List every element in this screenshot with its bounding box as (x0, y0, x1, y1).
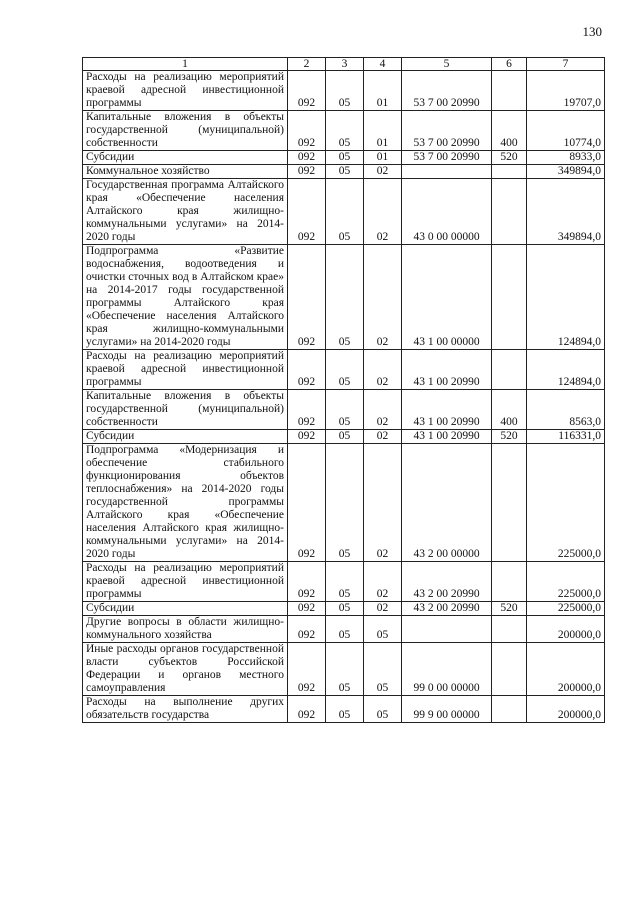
expense-type-code: 520 (492, 602, 527, 616)
column-header: 6 (492, 58, 527, 71)
target-code: 43 2 00 00000 (402, 444, 492, 562)
row-name: Подпрограмма «Модернизация и обеспечение стабильного функционирования объектов теплоснабжения» на 2014-2020 годы государственной программы Алтайского края «Обеспечение населения Алтайского края жилищно-коммунальными услугами» на 2014-2020 годы (83, 444, 288, 562)
expense-type-code (492, 71, 527, 111)
target-code: 99 0 00 00000 (402, 643, 492, 696)
section-code: 05 (326, 151, 364, 165)
amount-value: 8563,0 (527, 390, 605, 430)
target-code (402, 616, 492, 643)
expense-type-code: 520 (492, 151, 527, 165)
section-code: 05 (326, 350, 364, 390)
amount-value: 124894,0 (527, 350, 605, 390)
section-code: 05 (326, 616, 364, 643)
row-name: Субсидии (83, 151, 288, 165)
subsection-code: 02 (364, 179, 402, 245)
expense-type-code: 400 (492, 390, 527, 430)
target-code: 43 2 00 20990 (402, 602, 492, 616)
subsection-code: 02 (364, 245, 402, 350)
table-row (83, 179, 605, 245)
target-code: 53 7 00 20990 (402, 151, 492, 165)
row-name: Иные расходы органов государственной власти субъектов Российской Федерации и органов местного самоуправления (83, 643, 288, 696)
amount-value: 200000,0 (527, 616, 605, 643)
subsection-code: 01 (364, 111, 402, 151)
section-code: 05 (326, 390, 364, 430)
subsection-code: 01 (364, 151, 402, 165)
table-row (83, 151, 605, 165)
section-code: 05 (326, 696, 364, 723)
ministry-code: 092 (288, 430, 326, 444)
table-row (83, 602, 605, 616)
target-code: 53 7 00 20990 (402, 71, 492, 111)
table-row (83, 444, 605, 562)
table-row (83, 245, 605, 350)
section-code: 05 (326, 179, 364, 245)
row-name: Другие вопросы в области жилищно-коммунального хозяйства (83, 616, 288, 643)
table-row (83, 71, 605, 111)
expense-type-code (492, 696, 527, 723)
ministry-code: 092 (288, 245, 326, 350)
amount-value: 349894,0 (527, 179, 605, 245)
row-name: Коммунальное хозяйство (83, 165, 288, 179)
table-row (83, 111, 605, 151)
target-code: 43 1 00 20990 (402, 430, 492, 444)
amount-value: 124894,0 (527, 245, 605, 350)
budget-table (82, 57, 605, 723)
ministry-code: 092 (288, 562, 326, 602)
section-code: 05 (326, 165, 364, 179)
subsection-code: 02 (364, 350, 402, 390)
target-code (402, 165, 492, 179)
table-row (83, 562, 605, 602)
table-row (83, 616, 605, 643)
table-header-row (83, 58, 605, 71)
column-header: 3 (326, 58, 364, 71)
table-row (83, 350, 605, 390)
expense-type-code (492, 245, 527, 350)
ministry-code: 092 (288, 350, 326, 390)
target-code: 43 1 00 00000 (402, 245, 492, 350)
section-code: 05 (326, 71, 364, 111)
amount-value: 225000,0 (527, 602, 605, 616)
subsection-code: 05 (364, 616, 402, 643)
amount-value: 10774,0 (527, 111, 605, 151)
section-code: 05 (326, 562, 364, 602)
section-code: 05 (326, 444, 364, 562)
target-code: 43 2 00 20990 (402, 562, 492, 602)
row-name: Капитальные вложения в объекты государственной (муниципальной) собственности (83, 390, 288, 430)
amount-value: 200000,0 (527, 643, 605, 696)
expense-type-code (492, 643, 527, 696)
subsection-code: 02 (364, 390, 402, 430)
expense-type-code (492, 179, 527, 245)
row-name: Государственная программа Алтайского края «Обеспечение населения Алтайского края жилищно-коммунальными услугами» на 2014-2020 годы (83, 179, 288, 245)
column-header: 5 (402, 58, 492, 71)
row-name: Расходы на реализацию мероприятий краевой адресной инвестиционной программы (83, 350, 288, 390)
target-code: 43 0 00 00000 (402, 179, 492, 245)
subsection-code: 02 (364, 602, 402, 616)
amount-value: 349894,0 (527, 165, 605, 179)
subsection-code: 01 (364, 71, 402, 111)
subsection-code: 05 (364, 696, 402, 723)
amount-value: 116331,0 (527, 430, 605, 444)
ministry-code: 092 (288, 390, 326, 430)
row-name: Расходы на реализацию мероприятий краевой адресной инвестиционной программы (83, 562, 288, 602)
column-header: 2 (288, 58, 326, 71)
expense-type-code (492, 562, 527, 602)
expense-type-code: 520 (492, 430, 527, 444)
ministry-code: 092 (288, 179, 326, 245)
expense-type-code (492, 165, 527, 179)
ministry-code: 092 (288, 71, 326, 111)
column-header: 4 (364, 58, 402, 71)
subsection-code: 05 (364, 643, 402, 696)
table-row (83, 643, 605, 696)
expense-type-code (492, 616, 527, 643)
table-row (83, 696, 605, 723)
column-header: 1 (83, 58, 288, 71)
page-number: 130 (582, 24, 602, 39)
amount-value: 225000,0 (527, 562, 605, 602)
target-code: 99 9 00 00000 (402, 696, 492, 723)
row-name: Капитальные вложения в объекты государственной (муниципальной) собственности (83, 111, 288, 151)
ministry-code: 092 (288, 151, 326, 165)
table-row (83, 390, 605, 430)
ministry-code: 092 (288, 643, 326, 696)
expense-type-code (492, 444, 527, 562)
row-name: Субсидии (83, 430, 288, 444)
subsection-code: 02 (364, 444, 402, 562)
section-code: 05 (326, 602, 364, 616)
section-code: 05 (326, 111, 364, 151)
expense-type-code (492, 350, 527, 390)
ministry-code: 092 (288, 165, 326, 179)
target-code: 43 1 00 20990 (402, 350, 492, 390)
section-code: 05 (326, 643, 364, 696)
row-name: Подпрограмма «Развитие водоснабжения, водоотведения и очистки сточных вод в Алтайском крае» на 2014-2017 годы государственной программы Алтайского края «Обеспечение населения Алтайского края жилищно-коммунальными услугами» на 2014-2020 годы (83, 245, 288, 350)
ministry-code: 092 (288, 444, 326, 562)
column-header: 7 (527, 58, 605, 71)
section-code: 05 (326, 430, 364, 444)
row-name: Расходы на выполнение других обязательств государства (83, 696, 288, 723)
subsection-code: 02 (364, 562, 402, 602)
table-row (83, 165, 605, 179)
subsection-code: 02 (364, 165, 402, 179)
target-code: 53 7 00 20990 (402, 111, 492, 151)
table-row (83, 430, 605, 444)
row-name: Расходы на реализацию мероприятий краевой адресной инвестиционной программы (83, 71, 288, 111)
ministry-code: 092 (288, 696, 326, 723)
ministry-code: 092 (288, 616, 326, 643)
expense-type-code: 400 (492, 111, 527, 151)
ministry-code: 092 (288, 111, 326, 151)
section-code: 05 (326, 245, 364, 350)
amount-value: 225000,0 (527, 444, 605, 562)
amount-value: 19707,0 (527, 71, 605, 111)
target-code: 43 1 00 20990 (402, 390, 492, 430)
ministry-code: 092 (288, 602, 326, 616)
amount-value: 8933,0 (527, 151, 605, 165)
amount-value: 200000,0 (527, 696, 605, 723)
row-name: Субсидии (83, 602, 288, 616)
subsection-code: 02 (364, 430, 402, 444)
